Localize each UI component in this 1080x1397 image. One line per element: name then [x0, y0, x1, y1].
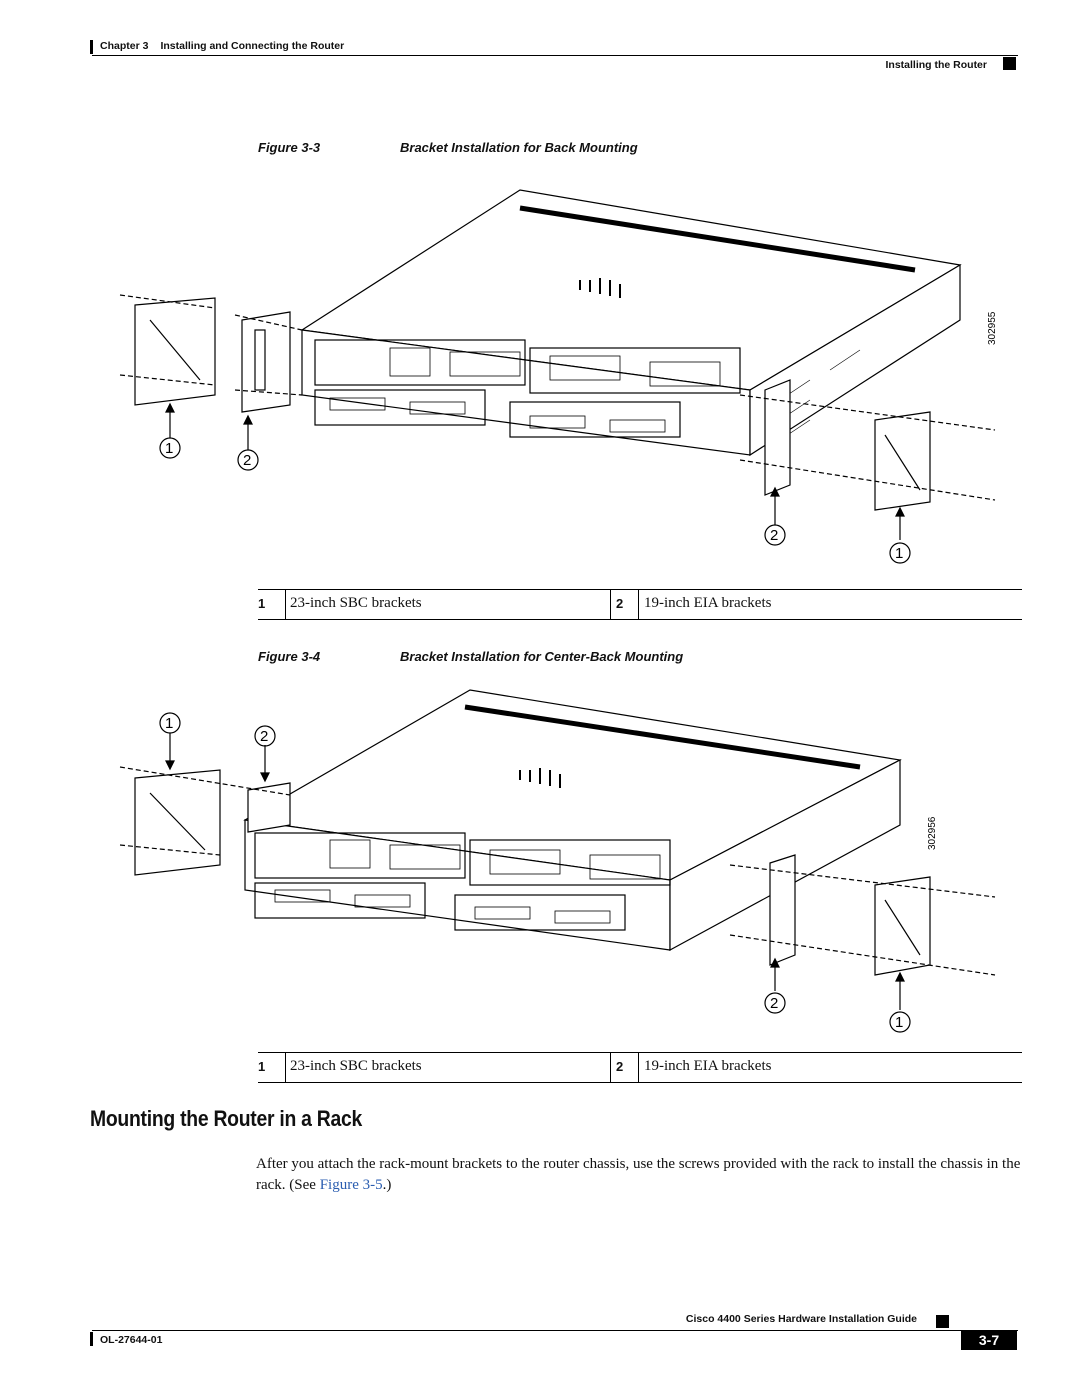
footer-marker	[936, 1315, 949, 1328]
section-header: Installing the Router	[885, 59, 987, 71]
legend-divider	[638, 590, 639, 619]
legend-divider	[285, 1053, 286, 1082]
figure-3-caption	[258, 140, 638, 155]
legend-number: 1	[258, 1059, 266, 1074]
section-heading: Mounting the Router in a Rack	[90, 1106, 363, 1131]
figure-3-label: Figure 3-3	[258, 140, 321, 155]
figure-3-art-number: 302955	[987, 311, 998, 345]
figure-3-callout-1: 1	[165, 440, 174, 457]
header-rule	[92, 55, 1018, 56]
figure-4-title: Bracket Installation for Center-Back Mounting	[400, 649, 684, 664]
legend-text: 19-inch EIA brackets	[644, 1058, 772, 1074]
legend-text: 19-inch EIA brackets	[644, 595, 772, 611]
body-text-end: .)	[382, 1177, 392, 1193]
footer-guide-title: Cisco 4400 Series Hardware Installation Guide	[685, 1313, 917, 1325]
footer-bar	[90, 1332, 93, 1346]
legend-number: 2	[616, 596, 624, 611]
legend-number: 1	[258, 596, 266, 611]
figure-4-legend	[258, 1052, 1022, 1083]
legend-text: 23-inch SBC brackets	[290, 595, 422, 611]
figure-3-legend	[258, 589, 1022, 620]
figure-4-callout-2b: 2	[770, 995, 779, 1012]
chapter-title: Installing and Connecting the Router	[160, 40, 345, 52]
figure-4-callout-2: 2	[260, 728, 269, 745]
page-number: 3-7	[961, 1331, 1017, 1350]
figure-4-callout-1: 1	[165, 715, 174, 732]
legend-divider	[285, 590, 286, 619]
chapter-number: Chapter 3	[100, 40, 149, 52]
figure-4-caption	[258, 649, 683, 664]
figure-4-label: Figure 3-4	[258, 649, 321, 664]
figure-4-illustration	[90, 685, 1020, 1040]
figure-3-callout-1b: 1	[895, 545, 904, 562]
running-header	[100, 40, 344, 52]
footer-rule	[92, 1330, 1018, 1331]
figure-4-art-number: 302956	[927, 816, 938, 850]
figure-3-callout-2: 2	[243, 452, 252, 469]
legend-divider	[638, 1053, 639, 1082]
footer-doc-number: OL-27644-01	[100, 1334, 163, 1346]
figure-link[interactable]: Figure 3-5	[319, 1177, 383, 1193]
legend-divider	[610, 590, 611, 619]
figure-3-callout-2b: 2	[770, 527, 779, 544]
legend-text: 23-inch SBC brackets	[290, 1058, 422, 1074]
body-text: After you attach the rack-mount brackets to the router chassis, use the screws provided with the rack to install the chassis in the rack. (See	[256, 1156, 1021, 1193]
body-paragraph	[256, 1154, 1022, 1196]
figure-3-title: Bracket Installation for Back Mounting	[400, 140, 638, 155]
figure-3-illustration	[90, 180, 1020, 580]
header-bar	[90, 40, 93, 54]
legend-number: 2	[616, 1059, 624, 1074]
legend-divider	[610, 1053, 611, 1082]
header-marker	[1003, 57, 1016, 70]
figure-4-callout-1b: 1	[895, 1014, 904, 1031]
